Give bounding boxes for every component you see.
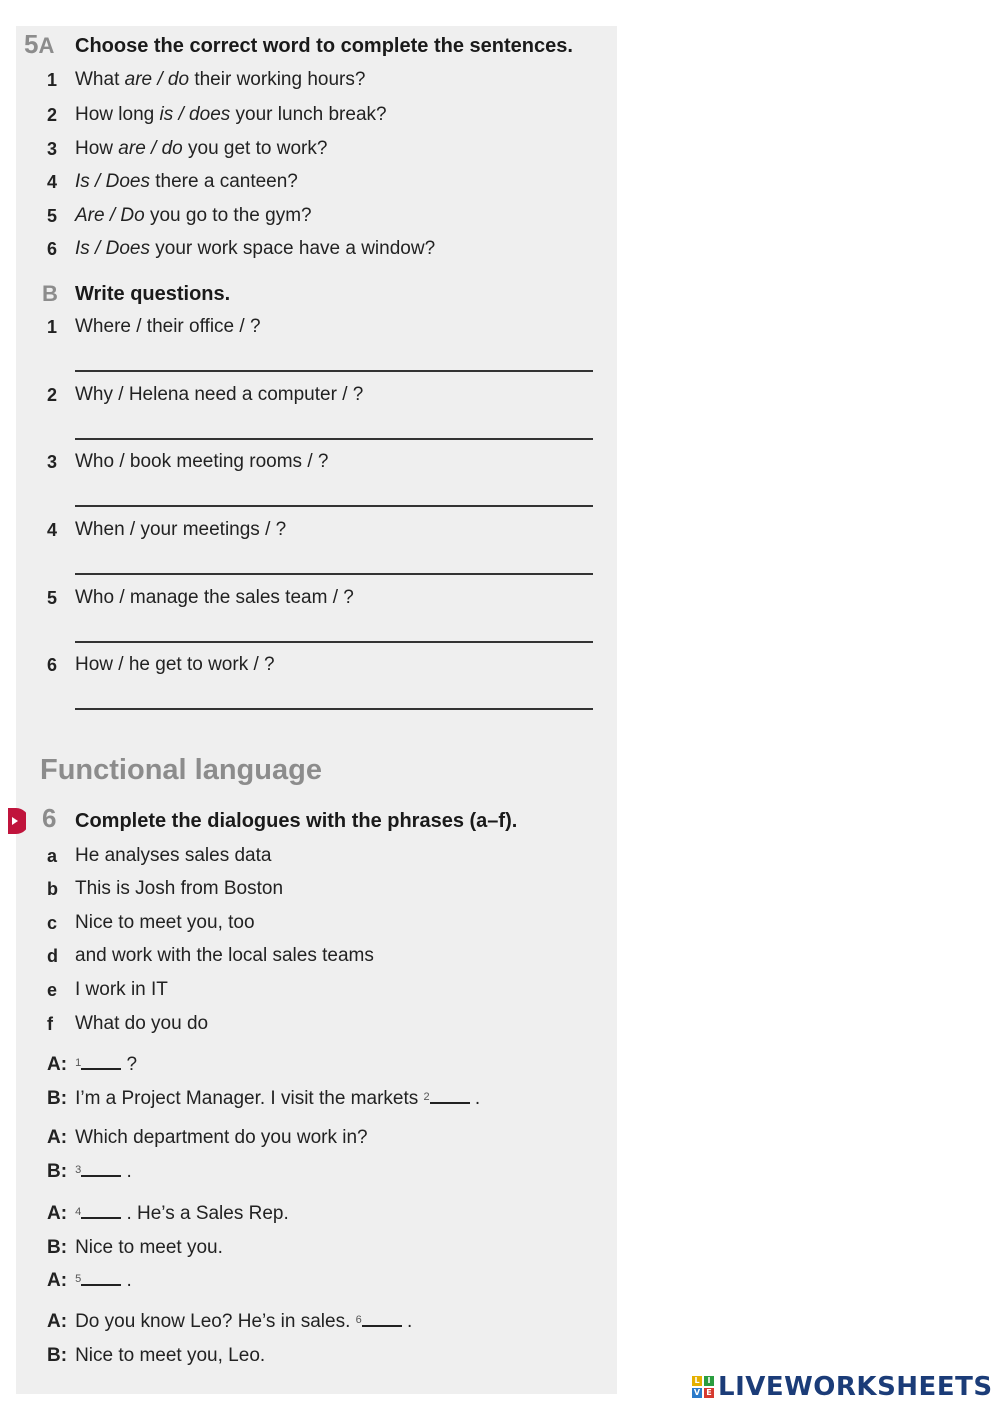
phrase-text: What do you do	[75, 1013, 209, 1034]
speaker-label: A:	[47, 1127, 68, 1148]
speaker-label: A:	[47, 1054, 68, 1075]
logo-letter-tile: V	[693, 1388, 701, 1397]
exercise-5-number: 5A	[24, 29, 55, 59]
sentence-text	[75, 103, 387, 127]
exercise-6-number: 6	[42, 803, 57, 833]
sentence-text	[75, 68, 365, 92]
phrase-letter: e	[47, 980, 58, 1000]
dialogue-text: Nice to meet you, Leo.	[75, 1345, 266, 1366]
item-number: 3	[47, 139, 58, 159]
answer-line[interactable]	[75, 708, 593, 710]
sentence-pre: What	[75, 69, 125, 90]
dialogue-text: Which department do you work in?	[75, 1127, 368, 1148]
exercise-5b-letter: B	[42, 281, 58, 306]
word-choice: are / do	[118, 138, 183, 159]
item-number: 5	[47, 588, 58, 608]
dialogue-text: .	[121, 1270, 132, 1291]
item-number: 6	[47, 239, 58, 259]
dialogue-text: . He’s a Sales Rep.	[121, 1203, 289, 1224]
gap-blank[interactable]	[81, 1270, 121, 1286]
dialogue-line	[47, 1202, 289, 1226]
sentence-text	[75, 137, 327, 161]
audio-marker-icon	[8, 808, 26, 834]
sentence-post: you get to work?	[182, 138, 328, 159]
gap-blank[interactable]	[81, 1161, 121, 1177]
question-prompt: Why / Helena need a computer / ?	[75, 384, 364, 405]
phrase-letter: d	[47, 946, 58, 966]
dialogue-text: Nice to meet you.	[75, 1237, 223, 1258]
gap-blank[interactable]	[430, 1088, 470, 1104]
gap-number: 5	[75, 1273, 82, 1285]
liveworksheets-brand-text: LIVEWORKSHEETS	[718, 1372, 993, 1402]
question-prompt: Where / their office / ?	[75, 316, 261, 337]
question-prompt: When / your meetings / ?	[75, 519, 287, 540]
item-number: 6	[47, 655, 58, 675]
dialogue-text: ?	[121, 1054, 138, 1075]
logo-letter-tile: L	[692, 1376, 702, 1386]
word-choice: are / do	[124, 69, 190, 90]
gap-number: 3	[75, 1164, 82, 1176]
sentence-pre: How long	[75, 104, 160, 125]
item-number: 5	[47, 206, 58, 226]
item-number: 1	[47, 317, 58, 337]
question-prompt: How / he get to work / ?	[75, 654, 275, 675]
sentence-pre: How	[75, 138, 119, 159]
question-prompt: Who / manage the sales team / ?	[75, 587, 354, 608]
functional-language-title: Functional language	[40, 754, 322, 786]
speaker-label: B:	[47, 1088, 68, 1109]
phrase-text: He analyses sales data	[75, 845, 272, 866]
exercise-5a-heading: Choose the correct word to complete the sentences.	[75, 35, 573, 57]
gap-blank[interactable]	[81, 1203, 121, 1219]
phrase-text: and work with the local sales teams	[75, 945, 374, 966]
answer-line[interactable]	[75, 505, 593, 507]
sentence-post: your lunch break?	[230, 104, 387, 125]
speaker-label: B:	[47, 1345, 68, 1366]
dialogue-line	[47, 1344, 265, 1368]
liveworksheets-logo	[692, 1372, 993, 1402]
word-choice: Is / Does	[75, 171, 150, 192]
word-choice: is / does	[159, 104, 231, 125]
gap-blank[interactable]	[81, 1054, 121, 1070]
item-number: 1	[47, 70, 58, 90]
dialogue-line	[47, 1269, 132, 1293]
dialogue-text: Do you know Leo? He’s in sales.	[75, 1311, 356, 1332]
phrase-letter: b	[47, 879, 58, 899]
dialogue-line	[47, 1310, 412, 1334]
word-choice: Are / Do	[75, 205, 145, 226]
item-number: 3	[47, 452, 58, 472]
dialogue-text: I’m a Project Manager. I visit the markets	[75, 1088, 424, 1109]
gap-number: 1	[75, 1057, 82, 1069]
sentence-text	[75, 170, 298, 194]
gap-number: 2	[423, 1091, 430, 1103]
sentence-text	[75, 237, 435, 261]
gap-blank[interactable]	[362, 1311, 402, 1327]
gap-number: 4	[75, 1206, 82, 1218]
dialogue-text: .	[121, 1161, 132, 1182]
dialogue-line	[47, 1160, 132, 1184]
item-number: 4	[47, 520, 58, 540]
speaker-label: B:	[47, 1161, 68, 1182]
speaker-label: A:	[47, 1311, 68, 1332]
logo-letter-tile: E	[704, 1388, 714, 1398]
phrase-text: I work in IT	[75, 979, 168, 1000]
speaker-label: A:	[47, 1270, 68, 1291]
sentence-post: your work space have a window?	[149, 238, 436, 259]
answer-line[interactable]	[75, 438, 593, 440]
phrase-letter: c	[47, 913, 58, 933]
item-number: 2	[47, 105, 58, 125]
dialogue-line	[47, 1236, 223, 1260]
exercise-6-heading: Complete the dialogues with the phrases (a–f).	[75, 810, 518, 832]
question-prompt: Who / book meeting rooms / ?	[75, 451, 329, 472]
sentence-post: you go to the gym?	[144, 205, 312, 226]
answer-line[interactable]	[75, 641, 593, 643]
exercise-5b-heading: Write questions.	[75, 283, 231, 305]
worksheet-page	[16, 26, 617, 1394]
logo-letter-tile: I	[704, 1376, 714, 1386]
gap-number: 6	[355, 1314, 362, 1326]
phrase-text: Nice to meet you, too	[75, 912, 255, 933]
phrase-letter: a	[47, 846, 58, 866]
item-number: 2	[47, 385, 58, 405]
dialogue-line	[47, 1053, 137, 1077]
sentence-post: their working hours?	[189, 69, 366, 90]
answer-line[interactable]	[75, 573, 593, 575]
item-number: 4	[47, 172, 58, 192]
dialogue-line	[47, 1087, 480, 1111]
dialogue-line	[47, 1126, 368, 1150]
dialogue-text: .	[469, 1088, 481, 1109]
speaker-label: A:	[47, 1203, 68, 1224]
phrase-text: This is Josh from Boston	[75, 878, 284, 899]
word-choice: Is / Does	[75, 238, 150, 259]
phrase-letter: f	[47, 1014, 53, 1034]
answer-line[interactable]	[75, 370, 593, 372]
liveworksheets-grid-icon	[692, 1376, 714, 1398]
speaker-label: B:	[47, 1237, 68, 1258]
sentence-text	[75, 204, 312, 228]
dialogue-text: .	[401, 1311, 413, 1332]
sentence-post: there a canteen?	[149, 171, 298, 192]
